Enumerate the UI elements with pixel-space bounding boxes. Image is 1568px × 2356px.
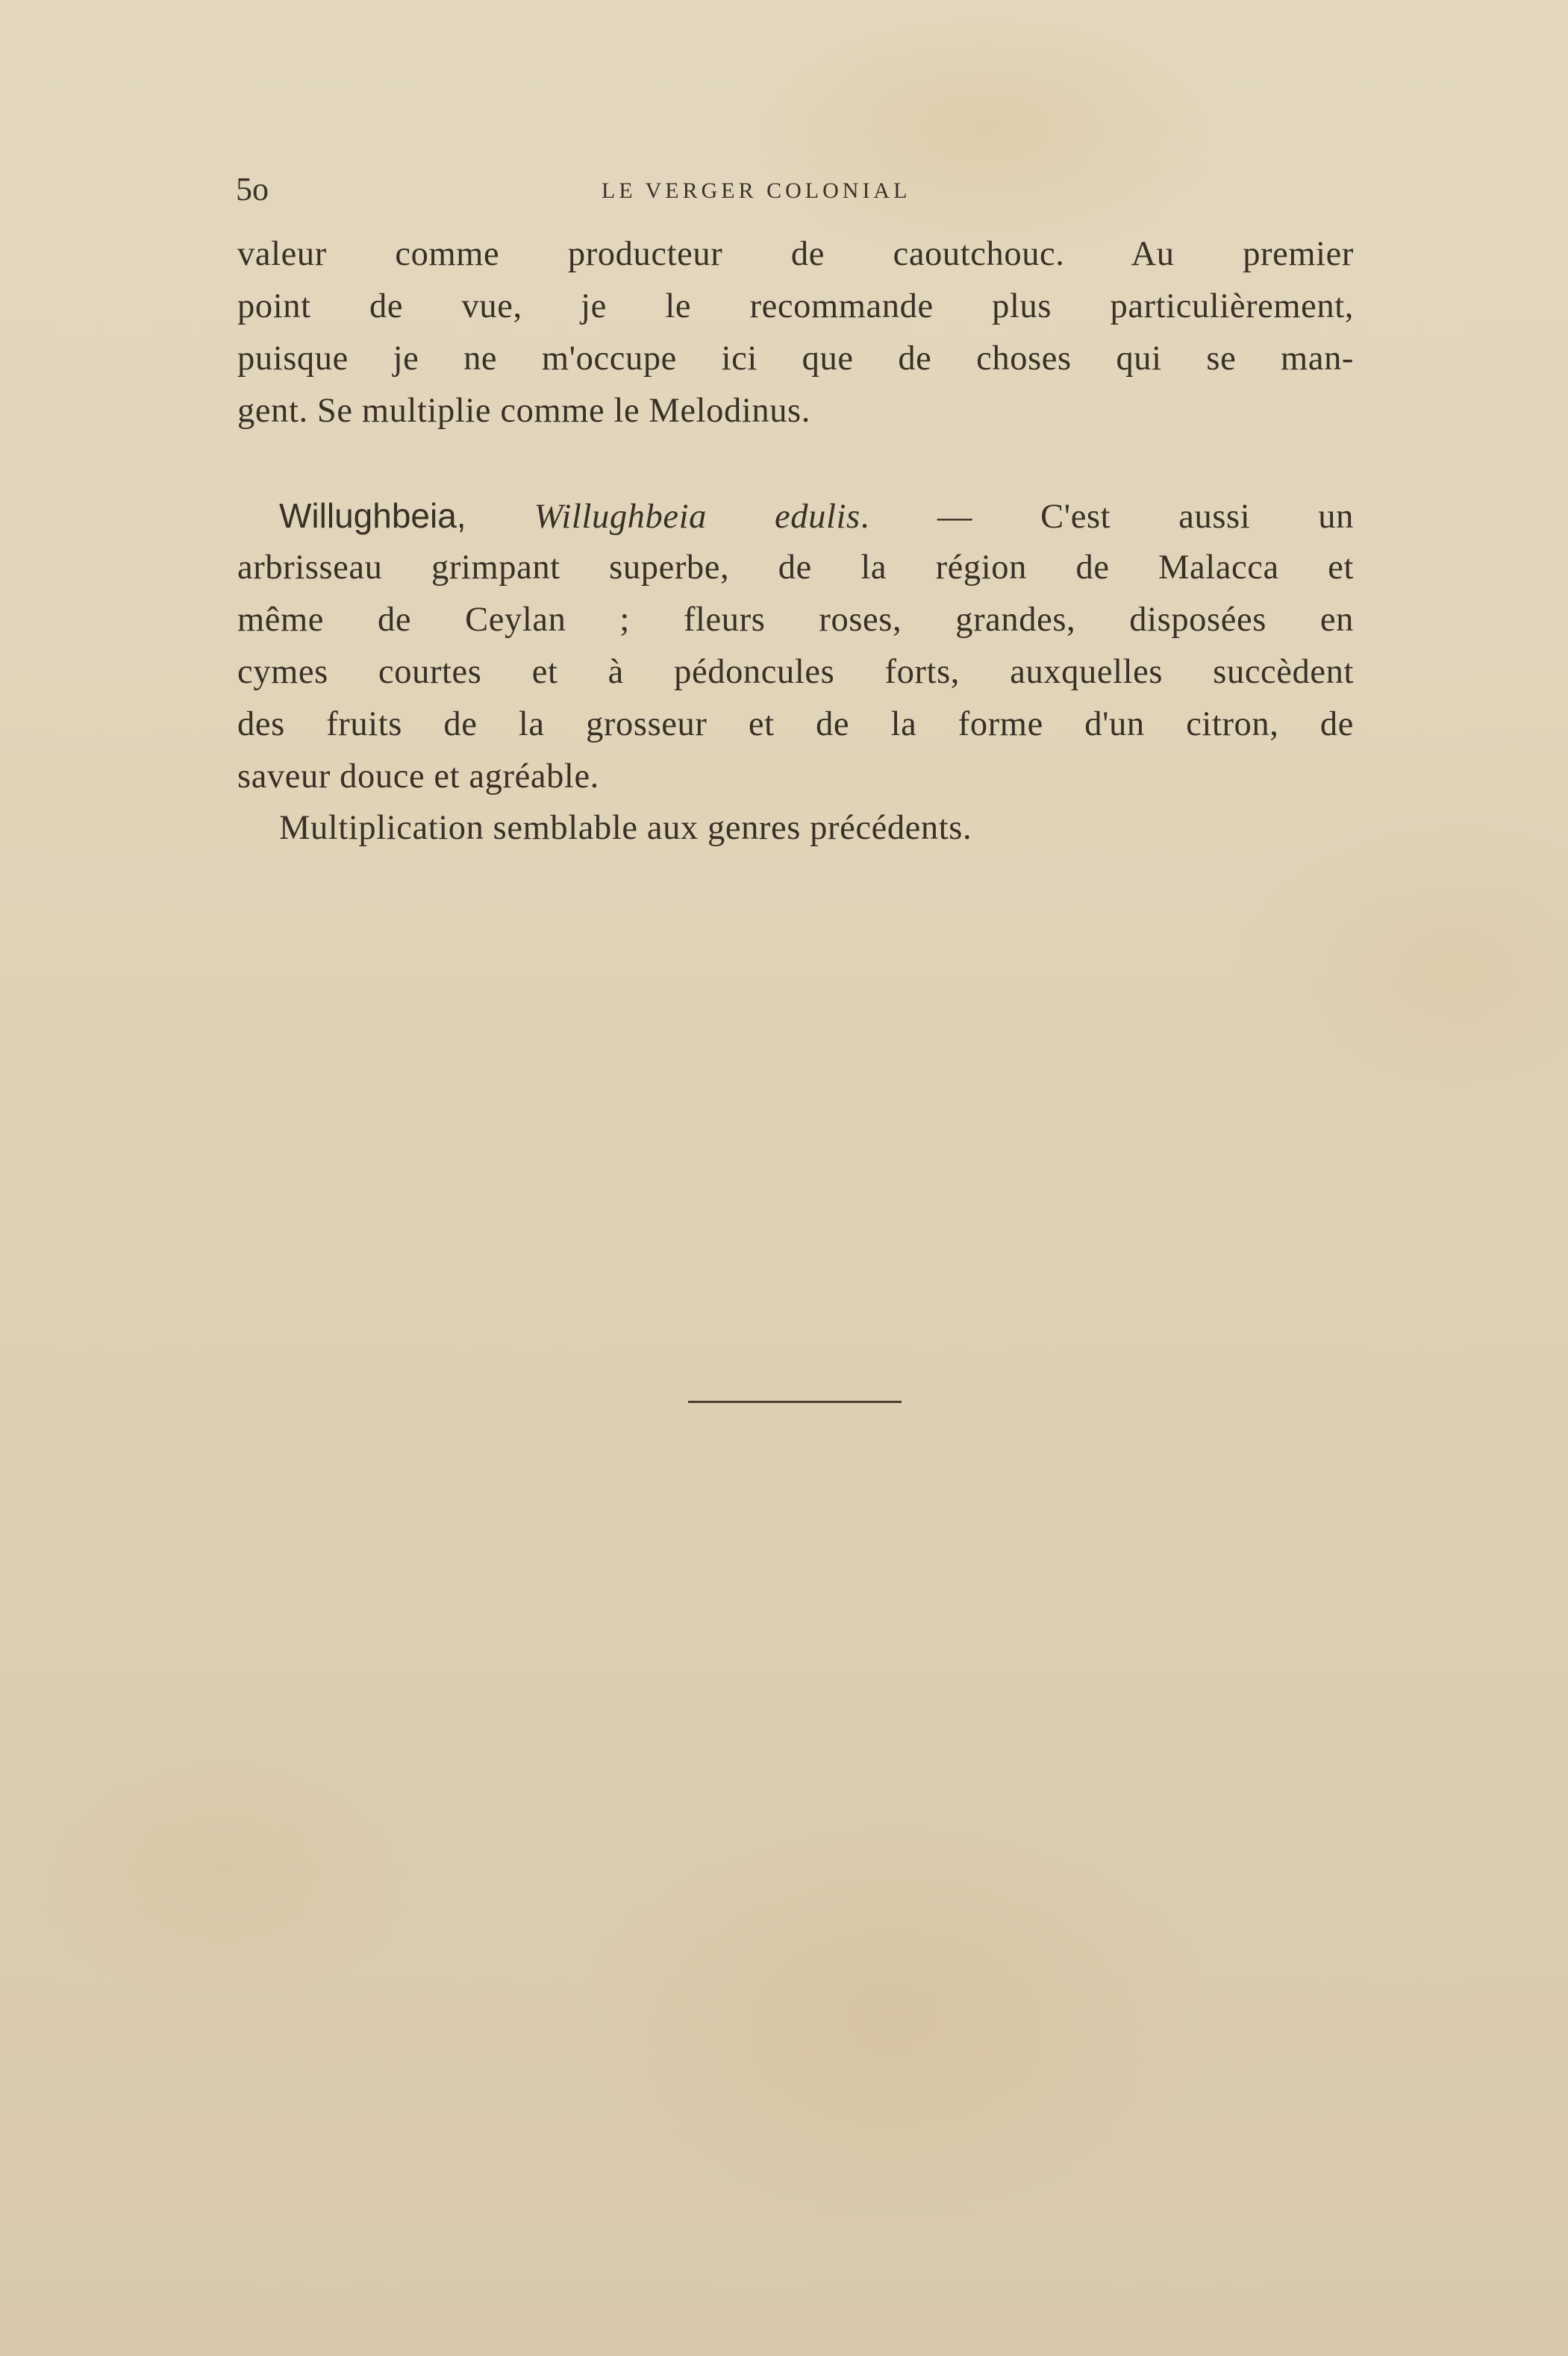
page-number: 5o — [236, 171, 269, 207]
running-head — [236, 169, 1355, 213]
text-line: des fruits de la grosseur et de la forme d'un citron, de — [237, 705, 1354, 743]
text-line: Multiplication semblable aux genres précédents. — [279, 809, 972, 847]
text-line: point de vue, je le recommande plus particulièrement, — [237, 287, 1354, 325]
paragraph-multiplication — [237, 802, 1354, 854]
text-line: saveur douce et agréable. — [237, 757, 599, 796]
running-title: LE VERGER COLONIAL — [602, 178, 911, 203]
text-line: puisque je ne m'occupe ici que de choses qui se man- — [237, 340, 1354, 378]
genus-name: Willughbeia, — [279, 496, 466, 535]
text-line: gent. Se multiplie comme le Melodinus. — [237, 392, 810, 430]
text-line: arbrisseau grimpant superbe, de la région de Malacca et — [237, 549, 1354, 587]
text-line: même de Ceylan ; fleurs roses, grandes, disposées en — [237, 601, 1354, 639]
species-name: Willughbeia edulis — [534, 498, 860, 536]
paragraph-caoutchouc — [237, 228, 1354, 437]
paragraph-willughbeia — [237, 490, 1354, 803]
text-line-lead — [237, 490, 1354, 542]
text-line: cymes courtes et à pédoncules forts, auxquelles succèdent — [237, 653, 1354, 691]
text-line: valeur comme producteur de caoutchouc. Au premier — [237, 235, 1354, 273]
lead-rest: . — C'est aussi un — [860, 498, 1354, 536]
section-end-rule — [688, 1401, 902, 1403]
